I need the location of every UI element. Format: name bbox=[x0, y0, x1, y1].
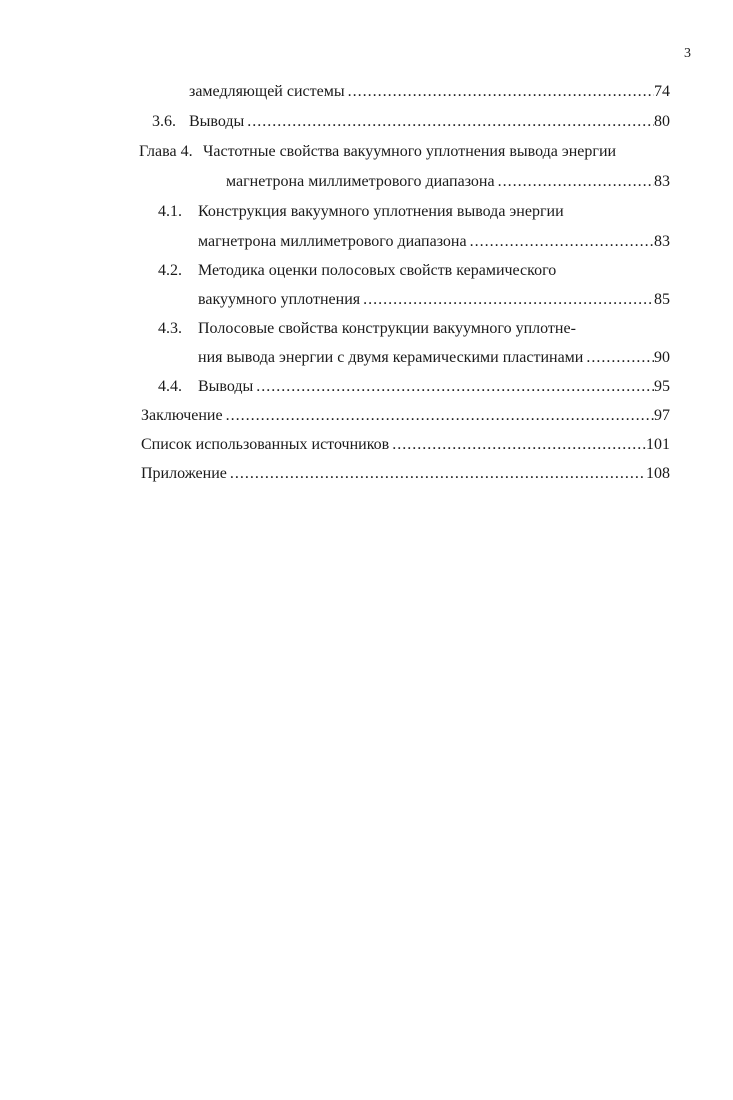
toc-entry-title: Заключение bbox=[141, 407, 223, 424]
toc-entry-page: 95 bbox=[654, 378, 670, 395]
toc-entry-title: Методика оценки полосовых свойств керамического bbox=[198, 262, 557, 279]
page-number: 3 bbox=[684, 46, 691, 61]
toc-entry bbox=[198, 230, 670, 254]
toc-entry-title: замедляющей системы bbox=[189, 83, 345, 100]
toc-leader-dots bbox=[226, 404, 654, 428]
toc-entry bbox=[158, 200, 678, 224]
toc-leader-dots bbox=[586, 346, 654, 370]
toc-entry bbox=[158, 259, 678, 283]
toc-entry-title: Конструкция вакуумного уплотнения вывода энергии bbox=[198, 203, 564, 220]
toc-entry-title: ния вывода энергии с двумя керамическими пластинами bbox=[198, 349, 584, 366]
toc-entry-page: 108 bbox=[646, 465, 670, 482]
toc-entry bbox=[226, 170, 670, 194]
toc-leader-dots bbox=[348, 80, 654, 104]
toc-entry bbox=[198, 288, 670, 312]
toc-entry-page: 80 bbox=[654, 113, 670, 130]
toc-leader-dots bbox=[498, 170, 654, 194]
toc-chapter-heading bbox=[139, 140, 679, 164]
toc-entry-page: 85 bbox=[654, 291, 670, 308]
toc-entry-number: Глава 4. bbox=[139, 143, 193, 160]
toc-entry bbox=[198, 346, 670, 370]
toc-entry-title: Выводы bbox=[189, 113, 245, 130]
toc-entry-number: 4.1. bbox=[158, 203, 182, 220]
toc-entry-page: 83 bbox=[654, 233, 670, 250]
toc-entry-page: 90 bbox=[654, 349, 670, 366]
toc-entry bbox=[141, 404, 670, 428]
toc-leader-dots bbox=[256, 375, 654, 399]
toc-leader-dots bbox=[230, 462, 646, 486]
toc-entry-number: 3.6. bbox=[152, 113, 176, 130]
toc-entry bbox=[158, 317, 678, 341]
toc-entry-number: 4.3. bbox=[158, 320, 182, 337]
toc-entry-page: 97 bbox=[654, 407, 670, 424]
toc-leader-dots bbox=[470, 230, 654, 254]
toc-entry-title: магнетрона миллиметрового диапазона bbox=[198, 233, 467, 250]
toc-entry bbox=[158, 375, 670, 399]
toc-entry-page: 74 bbox=[654, 83, 670, 100]
toc-leader-dots bbox=[363, 288, 654, 312]
toc-entry bbox=[189, 80, 670, 104]
toc-entry-title: Список использованных источников bbox=[141, 436, 390, 453]
toc-entry-title: Полосовые свойства конструкции вакуумного уплотне- bbox=[198, 320, 576, 337]
toc-entry bbox=[141, 462, 670, 486]
toc-entry-title: Выводы bbox=[198, 378, 254, 395]
toc-entry bbox=[141, 433, 670, 457]
toc-entry-title: Приложение bbox=[141, 465, 227, 482]
toc-leader-dots bbox=[392, 433, 646, 457]
toc-entry-title: магнетрона миллиметрового диапазона bbox=[226, 173, 495, 190]
toc-entry-number: 4.4. bbox=[158, 378, 182, 395]
toc-entry bbox=[152, 110, 670, 134]
toc-entry-title: Частотные свойства вакуумного уплотнения вывода энергии bbox=[203, 143, 617, 160]
toc-entry-page: 101 bbox=[646, 436, 670, 453]
toc-entry-title: вакуумного уплотнения bbox=[198, 291, 361, 308]
toc-leader-dots bbox=[247, 110, 654, 134]
toc-entry-number: 4.2. bbox=[158, 262, 182, 279]
toc-entry-page: 83 bbox=[654, 173, 670, 190]
